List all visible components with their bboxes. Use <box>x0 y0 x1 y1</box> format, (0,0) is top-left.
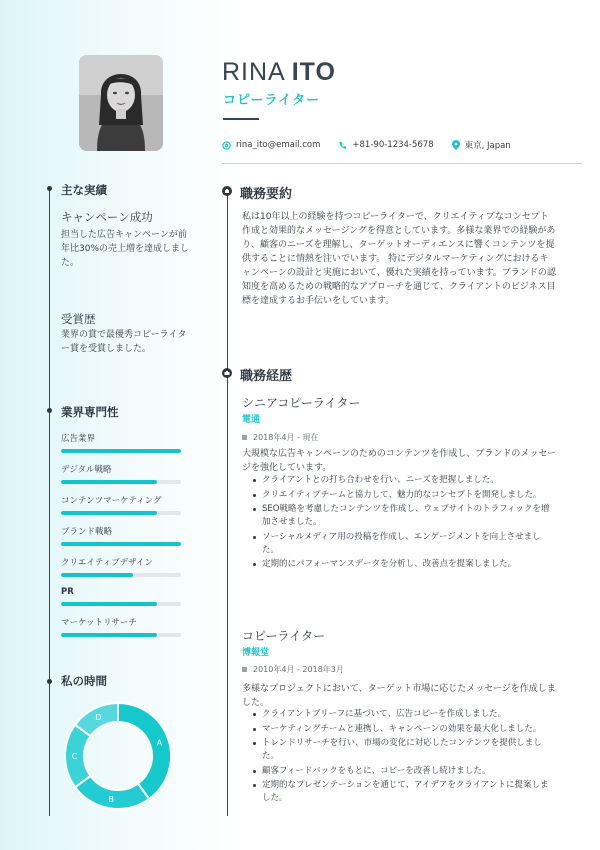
donut-slice-a <box>118 703 171 799</box>
phone-text: +81-90-1234-5678 <box>352 140 434 150</box>
skill-label: コンテンツマーケティング <box>61 496 162 506</box>
skill-item <box>61 432 181 453</box>
experience-icon <box>222 368 232 378</box>
skill-bar <box>61 542 181 546</box>
email-text: rina_ito@email.com <box>236 140 321 150</box>
skill-bar-fill <box>61 602 157 606</box>
at-icon <box>222 141 231 150</box>
skill-bar <box>61 602 181 606</box>
location-text: 東京, Japan <box>464 141 511 151</box>
job-company: 博報堂 <box>242 648 270 658</box>
skill-bar-fill <box>61 480 157 484</box>
job-period <box>242 664 344 675</box>
profile-photo <box>79 55 163 151</box>
donut-label-b: B <box>108 794 114 804</box>
achievement-text: 業界の賞で最優秀コピーライター賞を受賞しました。 <box>61 330 187 354</box>
skill-item <box>61 494 181 515</box>
skill-bar <box>61 449 181 453</box>
achievements-title: 主な実績 <box>61 183 107 197</box>
role-divider <box>223 118 259 120</box>
job-bullets <box>252 474 557 573</box>
job-bullet: クライアントブリーフに基づいて、広告コピーを作成しました。 <box>252 708 557 721</box>
summary-text: 私は10年以上の経験を持つコピーライターで、クリエイティブなコンセプト作成と効果的なメッセージングを得意としています。多様な業界での経験があり、顧客のニーズを理解し、ターゲットオーディエンスに響くコンテンツを提供することに情熱を注いでいます。 特にデジタルマーケティングにおけるキャンペーンの設計と実施において、優れた実績を持っています。ブランドの認知度を高めるための戦略的なアプローチを通じて、クライアントのビジネス目標を達成するお手伝いをしています。 <box>242 212 556 306</box>
skill-label: 広告業界 <box>61 434 96 444</box>
experience-title: 職務経歴 <box>240 369 293 384</box>
job-title: コピーライター <box>242 629 326 643</box>
job-bullet: クリエイティブチームと協力して、魅力的なコンセプトを開発しました。 <box>252 489 557 502</box>
contact-bar <box>222 139 529 151</box>
calendar-icon <box>242 435 247 440</box>
skill-item <box>61 525 181 546</box>
skill-bar <box>61 480 181 484</box>
achievement-heading: 受賞歴 <box>61 312 96 326</box>
job-bullets <box>252 708 557 807</box>
skill-label: デジタル戦略 <box>61 465 112 475</box>
skill-bar <box>61 633 181 637</box>
job-period-text: 2010年4月 - 2018年3月 <box>253 665 344 674</box>
job-role: コピーライター <box>223 93 321 108</box>
header-divider <box>222 163 582 164</box>
job-bullet: 定期的にパフォーマンスデータを分析し、改善点を提案しました。 <box>252 558 557 571</box>
skill-bar-fill <box>61 573 133 577</box>
skill-bar <box>61 511 181 515</box>
summary-title: 職務要約 <box>240 187 293 202</box>
job-bullet: ソーシャルメディア用の投稿を作成し、エンゲージメントを向上させました。 <box>252 531 557 557</box>
job-company: 電通 <box>242 415 261 425</box>
skill-bar-fill <box>61 511 157 515</box>
skill-bar-fill <box>61 633 157 637</box>
skill-bar-fill <box>61 449 181 453</box>
time-title: 私の時間 <box>61 674 107 688</box>
job-bullet: クライアントとの打ち合わせを行い、ニーズを把握しました。 <box>252 474 557 487</box>
job-bullet: トレンドリサーチを行い、市場の変化に対応したコンテンツを提供しました。 <box>252 737 557 763</box>
first-name: RINA <box>222 58 286 86</box>
calendar-icon <box>242 667 247 672</box>
skill-item <box>61 556 181 577</box>
donut-label-a: A <box>156 738 163 748</box>
donut-slice-b <box>75 776 149 809</box>
skills-list <box>61 432 181 647</box>
skill-item <box>61 463 181 484</box>
skill-label: マーケットリサーチ <box>61 618 137 628</box>
phone-icon <box>338 141 347 150</box>
skill-label: PR <box>61 587 74 597</box>
job-title: シニアコピーライター <box>242 396 361 410</box>
job-bullet: SEO戦略を考慮したコンテンツを作成し、ウェブサイトのトラフィックを増加させました。 <box>252 503 557 529</box>
time-donut-chart <box>62 700 174 812</box>
job-bullet: 定期的なプレゼンテーションを通じて、アイデアをクライアントに提案しました。 <box>252 779 557 805</box>
job-description: 多様なプロジェクトにおいて、ターゲット市場に応じたメッセージを作成しました。 <box>242 684 556 708</box>
job-bullet: マーケティングチームと連携し、キャンペーンの効果を最大化しました。 <box>252 723 557 736</box>
job-period-text: 2018年4月 - 現在 <box>253 433 319 442</box>
job-period <box>242 432 318 443</box>
contact-location <box>452 139 511 151</box>
contact-phone[interactable] <box>338 140 433 150</box>
timeline-dot <box>47 186 52 191</box>
skill-label: クリエイティブデザイン <box>61 558 154 568</box>
summary-icon <box>222 186 232 196</box>
skill-item <box>61 616 181 637</box>
skill-label: ブランド戦略 <box>61 527 113 537</box>
skill-bar-fill <box>61 542 181 546</box>
location-pin-icon <box>452 140 460 150</box>
donut-label-c: C <box>71 752 78 761</box>
contact-email[interactable] <box>222 140 320 150</box>
main-timeline-line <box>227 190 228 816</box>
skill-item <box>61 587 181 606</box>
timeline-dot <box>47 408 52 413</box>
skills-title: 業界専門性 <box>61 405 119 419</box>
job-description: 大規模な広告キャンペーンのためのコンテンツを作成し、ブランドのメッセージを強化しています。 <box>242 449 557 473</box>
job-bullet: 顧客フィードバックをもとに、コピーを改善し続けました。 <box>252 765 557 778</box>
full-name <box>222 58 336 87</box>
donut-label-d: D <box>95 713 102 723</box>
last-name: ITO <box>291 58 336 86</box>
achievement-text: 担当した広告キャンペーンが前年比30%の売上増を達成しました。 <box>61 230 190 268</box>
achievement-heading: キャンペーン成功 <box>61 210 153 224</box>
skill-bar <box>61 573 181 577</box>
timeline-dot <box>47 679 52 684</box>
left-timeline-line <box>49 188 50 816</box>
